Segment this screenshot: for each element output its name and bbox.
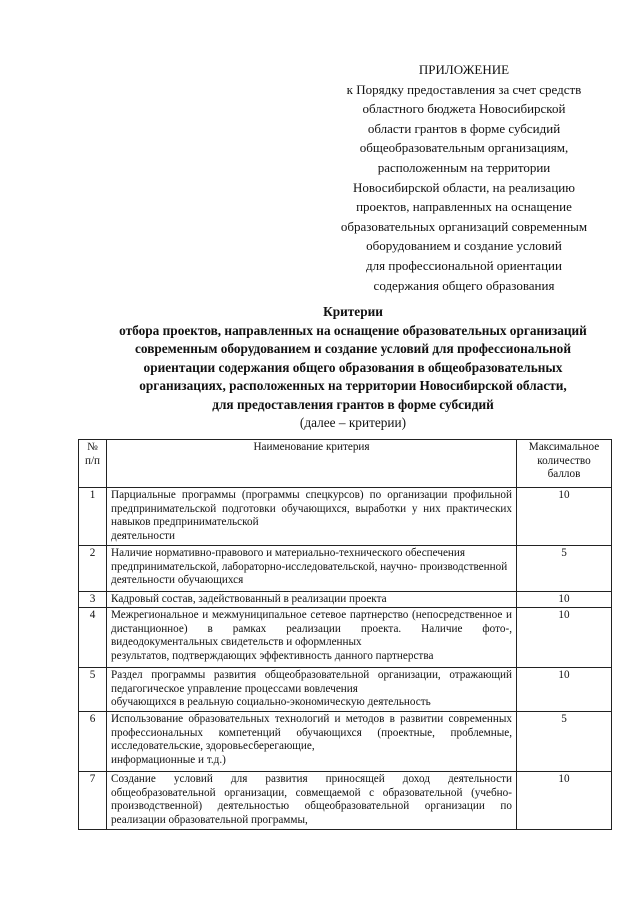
table-row	[79, 546, 612, 592]
row-name	[107, 772, 517, 830]
row-score: 5	[517, 546, 612, 592]
header-score: Максимальное количество баллов	[517, 440, 612, 488]
row-num: 2	[79, 546, 107, 592]
row-score: 5	[517, 712, 612, 772]
row-name-last: информационные и т.д.)	[111, 753, 226, 766]
appendix-line: Новосибирской области, на реализацию	[353, 179, 575, 195]
criteria-table	[78, 439, 612, 830]
row-name	[107, 608, 517, 668]
row-num: 6	[79, 712, 107, 772]
row-name-text: Межрегиональное и межмуниципальное сетевое партнерство (непосредственное и дистанционное) в рамках реализации проекта. Наличие фото-, видеодокументальных свидетельств и оформленных	[111, 609, 512, 649]
table-row	[79, 608, 612, 668]
appendix-line: для профессиональной ориентации	[366, 257, 562, 273]
row-name-last: обучающихся в реальную социально-экономическую деятельность	[111, 696, 431, 709]
row-score: 10	[517, 592, 612, 608]
row-score: 10	[517, 488, 612, 546]
criteria-subtitle-line: организациях, расположенных на территории Новосибирской области,	[139, 378, 567, 393]
table-row	[79, 772, 612, 830]
row-score: 10	[517, 772, 612, 830]
row-num: 3	[79, 592, 107, 608]
table-row	[79, 592, 612, 608]
row-name-text: Использование образовательных технологий и методов в развитии современных профессиональных компетенций обучающихся (проектные, проблемные, исследовательские, здоровьесберегающие,	[111, 713, 512, 753]
criteria-subtitle-line: отбора проектов, направленных на оснащение образовательных организаций	[119, 322, 587, 338]
row-name-last: Наличие нормативно-правового и материально-технического обеспечения предпринимательской, лабораторно-исследовательской, научно- производственной деятельности обучающихся	[111, 547, 508, 587]
criteria-subtitle-line: современным оборудованием и создание условий для профессиональной	[134, 341, 571, 356]
appendix-line: к Порядку предоставления за счет средств	[346, 81, 582, 97]
row-name	[107, 712, 517, 772]
appendix-header	[310, 60, 618, 295]
row-num: 4	[79, 608, 107, 668]
appendix-line: области грантов в форме субсидий	[367, 120, 561, 136]
appendix-line: областного бюджета Новосибирской	[362, 101, 566, 117]
table-row	[79, 712, 612, 772]
appendix-line: образовательных организаций современным	[340, 218, 588, 234]
table-row	[79, 668, 612, 712]
table-row	[79, 488, 612, 546]
appendix-line: содержания общего образования	[373, 277, 555, 293]
row-name-last: результатов, подтверждающих эффективность данного партнерства	[111, 649, 434, 662]
header-num: № п/п	[79, 440, 107, 488]
row-name-last: деятельности	[111, 529, 176, 542]
appendix-title: ПРИЛОЖЕНИЕ	[418, 62, 510, 77]
criteria-note: (далее – критерии)	[299, 415, 407, 430]
row-score: 10	[517, 668, 612, 712]
appendix-line: проектов, направленных на оснащение	[356, 199, 572, 215]
row-name	[107, 546, 517, 592]
row-num: 1	[79, 488, 107, 546]
header-name: Наименование критерия	[107, 440, 517, 488]
criteria-subtitle-line: ориентации содержания общего образования в общеобразовательных	[143, 359, 563, 375]
criteria-subtitle-line: для предоставления грантов в форме субсидий	[212, 396, 494, 412]
row-num: 5	[79, 668, 107, 712]
row-name-text: Парциальные программы (программы спецкурсов) по организации профильной предпринимательской подготовки обучающихся, выработки у них практических навыков предпринимательской	[111, 489, 512, 529]
criteria-title-block	[60, 303, 640, 433]
appendix-line: расположенным на территории	[377, 159, 551, 175]
row-name-text: Раздел программы развития общеобразовательной организации, отражающий педагогическое управление процессами вовлечения	[111, 669, 512, 695]
criteria-heading: Критерии	[323, 304, 383, 319]
appendix-line: общеобразовательным организациям,	[359, 140, 569, 156]
row-num: 7	[79, 772, 107, 830]
row-score: 10	[517, 608, 612, 668]
row-name-text: Создание условий для развития приносящей доход деятельности общеобразовательной организации, совмещаемой с образовательной (учебно-производственной) деятельностью общеобразовательной организации по реализации образовательной программы,	[111, 773, 512, 826]
row-name	[107, 592, 517, 608]
row-name	[107, 488, 517, 546]
appendix-line: оборудованием и создание условий	[366, 238, 562, 254]
row-name-last: Кадровый состав, задействованный в реализации проекта	[111, 593, 387, 605]
table-header-row	[79, 440, 612, 488]
row-name	[107, 668, 517, 712]
